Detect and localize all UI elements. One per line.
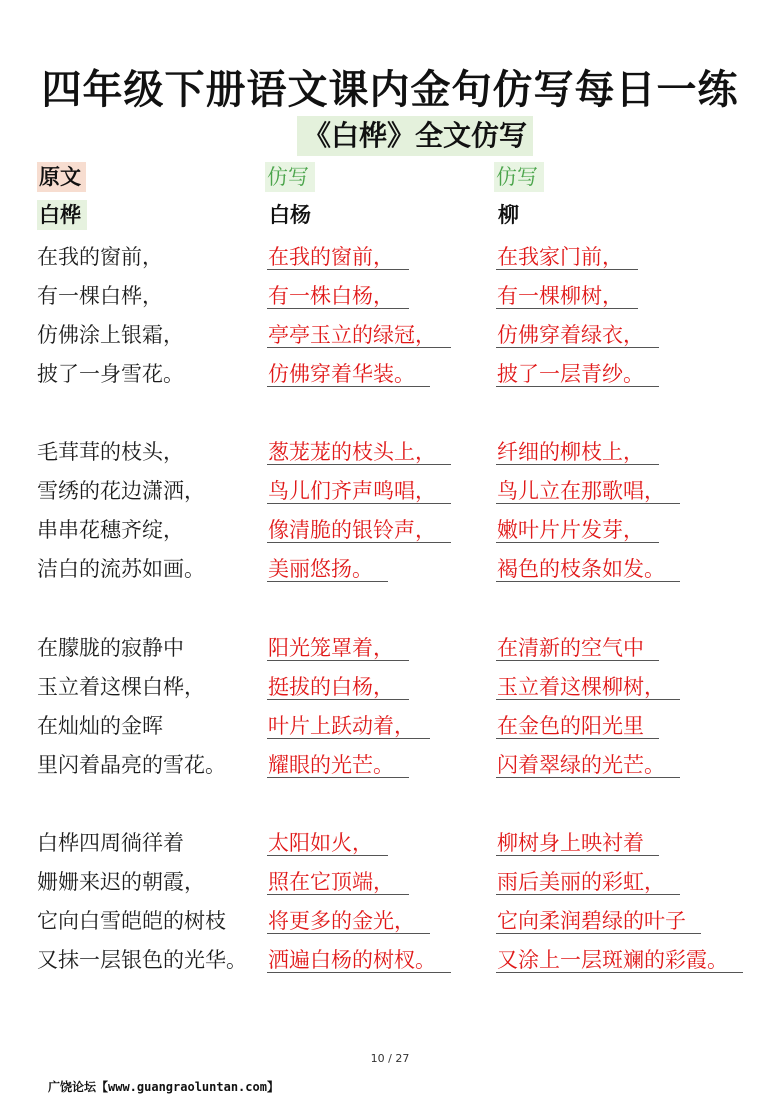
poem-line-original: 披了一身雪花。 (37, 362, 184, 386)
answer-underline (267, 581, 388, 582)
subheader-imitation-1: 白杨 (269, 203, 311, 227)
poem-line-original: 仿佛涂上银霜， (37, 323, 184, 347)
page-title: 四年级下册语文课内金句仿写每日一练 (41, 67, 739, 113)
answer-underline (496, 738, 659, 739)
page-subtitle: 《白桦》全文仿写 (297, 116, 533, 156)
poem-line-original: 有一棵白桦， (37, 284, 163, 308)
poem-line-original: 里闪着晶亮的雪花。 (37, 753, 226, 777)
header-original: 原文 (37, 162, 86, 192)
poem-line-imitation1: 叶片上跃动着， (268, 714, 415, 738)
poem-line-imitation1: 将更多的金光， (268, 909, 415, 933)
answer-underline (496, 581, 680, 582)
poem-line-original: 雪绣的花边潇洒， (37, 479, 205, 503)
answer-underline (496, 855, 659, 856)
poem-line-imitation1: 美丽悠扬。 (268, 557, 373, 581)
poem-line-imitation2: 玉立着这棵柳树， (497, 675, 665, 699)
poem-line-imitation2: 仿佛穿着绿衣， (497, 323, 644, 347)
poem-line-imitation2: 在我家门前， (497, 245, 623, 269)
poem-line-imitation1: 亭亭玉立的绿冠， (268, 323, 436, 347)
answer-underline (496, 699, 680, 700)
answer-underline (267, 503, 451, 504)
header-imitation-1: 仿写 (265, 162, 315, 192)
poem-line-imitation1: 像清脆的银铃声， (268, 518, 436, 542)
answer-underline (267, 308, 409, 309)
poem-line-imitation1: 有一株白杨， (268, 284, 394, 308)
answer-underline (496, 894, 680, 895)
poem-line-imitation1: 葱茏茏的枝头上， (268, 440, 436, 464)
poem-line-imitation1: 仿佛穿着华装。 (268, 362, 415, 386)
poem-line-original: 在我的窗前， (37, 245, 163, 269)
answer-underline (267, 386, 430, 387)
page-number: 10 / 27 (370, 1052, 410, 1065)
poem-line-original: 它向白雪皑皑的树枝 (37, 909, 226, 933)
poem-line-imitation2: 它向柔润碧绿的叶子 (497, 909, 686, 933)
poem-line-imitation2: 闪着翠绿的光芒。 (497, 753, 665, 777)
poem-line-imitation1: 鸟儿们齐声鸣唱， (268, 479, 436, 503)
poem-line-imitation1: 太阳如火， (268, 831, 373, 855)
answer-underline (496, 660, 659, 661)
footer-source: 广饶论坛【www.guangraoluntan.com】 (48, 1080, 279, 1094)
header-imitation-2: 仿写 (494, 162, 544, 192)
poem-line-original: 毛茸茸的枝头， (37, 440, 184, 464)
poem-line-imitation2: 纤细的柳枝上， (497, 440, 644, 464)
poem-line-imitation2: 有一棵柳树， (497, 284, 623, 308)
answer-underline (267, 269, 409, 270)
answer-underline (496, 503, 680, 504)
answer-underline (496, 347, 659, 348)
answer-underline (267, 542, 451, 543)
poem-line-imitation2: 又涂上一层斑斓的彩霞。 (497, 948, 728, 972)
poem-line-imitation2: 披了一层青纱。 (497, 362, 644, 386)
answer-underline (496, 777, 680, 778)
poem-line-original: 串串花穗齐绽， (37, 518, 184, 542)
poem-line-original: 玉立着这棵白桦， (37, 675, 205, 699)
poem-line-original: 又抹一层银色的光华。 (37, 948, 247, 972)
poem-line-imitation2: 在金色的阳光里 (497, 714, 644, 738)
answer-underline (267, 972, 451, 973)
answer-underline (267, 894, 409, 895)
answer-underline (496, 386, 659, 387)
poem-line-imitation1: 耀眼的光芒。 (268, 753, 394, 777)
poem-line-imitation2: 嫩叶片片发芽， (497, 518, 644, 542)
poem-line-original: 白桦四周徜徉着 (37, 831, 184, 855)
poem-line-original: 姗姗来迟的朝霞， (37, 870, 205, 894)
poem-line-imitation2: 柳树身上映衬着 (497, 831, 644, 855)
poem-line-imitation1: 阳光笼罩着， (268, 636, 394, 660)
poem-line-imitation1: 洒遍白杨的树杈。 (268, 948, 436, 972)
answer-underline (267, 660, 409, 661)
answer-underline (496, 542, 659, 543)
poem-line-imitation2: 在清新的空气中 (497, 636, 644, 660)
answer-underline (267, 777, 409, 778)
answer-underline (496, 464, 659, 465)
poem-line-imitation1: 挺拔的白杨， (268, 675, 394, 699)
poem-line-imitation2: 鸟儿立在那歌唱， (497, 479, 665, 503)
poem-line-imitation1: 照在它顶端， (268, 870, 394, 894)
answer-underline (496, 308, 638, 309)
poem-line-original: 在朦胧的寂静中 (37, 636, 184, 660)
answer-underline (267, 699, 409, 700)
answer-underline (496, 933, 701, 934)
subheader-imitation-2: 柳 (498, 203, 519, 227)
poem-line-original: 洁白的流苏如画。 (37, 557, 205, 581)
subheader-original: 白桦 (37, 200, 87, 230)
answer-underline (496, 269, 638, 270)
answer-underline (267, 347, 451, 348)
answer-underline (267, 738, 430, 739)
answer-underline (267, 933, 430, 934)
answer-underline (267, 855, 388, 856)
answer-underline (267, 464, 451, 465)
poem-line-original: 在灿灿的金晖 (37, 714, 163, 738)
poem-line-imitation2: 褐色的枝条如发。 (497, 557, 665, 581)
poem-line-imitation1: 在我的窗前， (268, 245, 394, 269)
poem-line-imitation2: 雨后美丽的彩虹， (497, 870, 665, 894)
answer-underline (496, 972, 743, 973)
